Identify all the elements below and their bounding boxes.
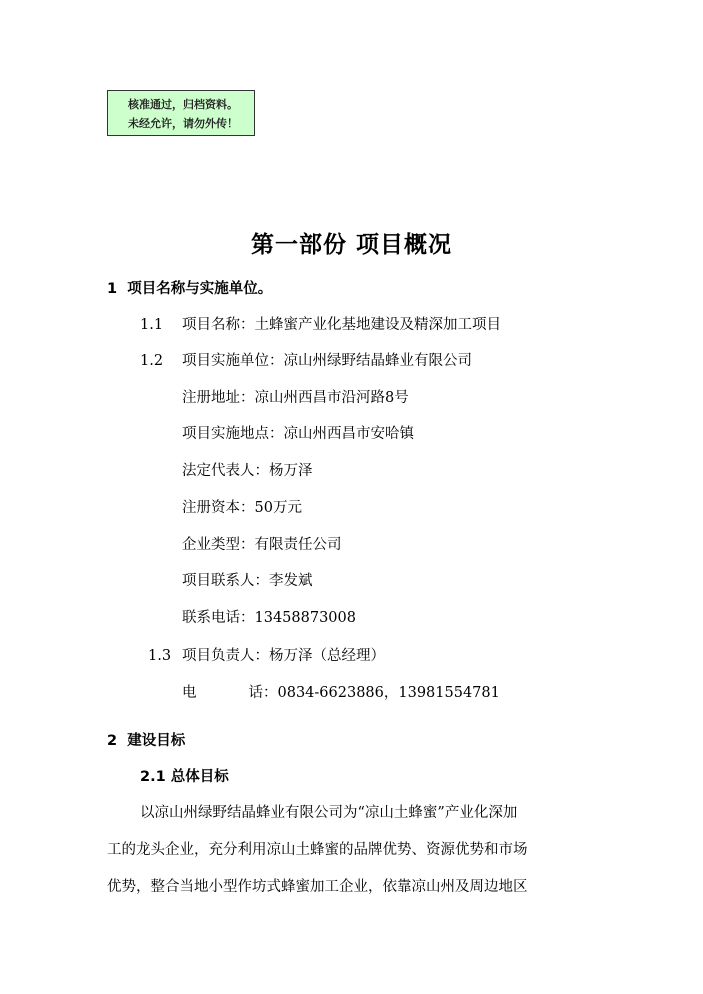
subsection-2-1-heading — [140, 767, 229, 787]
paragraph-line-3: 优势，整合当地小型作坊式蜂蜜加工企业，依靠凉山州及周边地区 — [107, 879, 528, 895]
item-1-1-text: 项目名称：土蜂蜜产业化基地建设及精深加工项目 — [182, 317, 501, 333]
detail-project-site: 项目实施地点：凉山州西昌市安哈镇 — [182, 426, 414, 442]
item-1-3 — [148, 646, 385, 666]
detail-contact-phone: 联系电话：13458873008 — [182, 610, 356, 626]
item-1-2-number: 1.2 — [140, 353, 164, 369]
detail-legal-representative: 法定代表人：杨万泽 — [182, 463, 313, 479]
section-1-title: 项目名称与实施单位。 — [127, 281, 273, 297]
subsection-2-1-number: 2.1 — [140, 769, 166, 785]
subsection-2-1-title: 总体目标 — [170, 769, 229, 785]
phone-label-part-2: 话： — [248, 685, 278, 701]
detail-project-contact: 项目联系人：李发斌 — [182, 573, 313, 589]
section-2-number: 2 — [107, 733, 118, 749]
detail-registered-address: 注册地址：凉山州西昌市沿河路8号 — [182, 390, 409, 406]
detail-company-type: 企业类型：有限责任公司 — [182, 537, 342, 553]
item-1-2 — [140, 351, 472, 371]
item-1-3-text: 项目负责人：杨万泽（总经理） — [182, 648, 385, 664]
section-2-title: 建设目标 — [127, 733, 186, 749]
responsible-person-phone — [182, 683, 500, 703]
item-1-3-number: 1.3 — [148, 648, 172, 664]
section-1-heading — [107, 279, 272, 299]
stamp-line-2: 未经允许，请勿外传！ — [128, 117, 238, 130]
paragraph-line-1: 以凉山州绿野结晶蜂业有限公司为“凉山土蜂蜜”产业化深加 — [140, 805, 518, 821]
item-1-2-text: 项目实施单位：凉山州绿野结晶蜂业有限公司 — [182, 353, 472, 369]
phone-label-part-1: 电 — [182, 685, 197, 701]
item-1-1 — [140, 315, 501, 335]
section-1-number: 1 — [107, 281, 118, 297]
phone-value: 0834-6623886，13981554781 — [277, 685, 500, 701]
paragraph-line-2: 工的龙头企业，充分利用凉山土蜂蜜的品牌优势、资源优势和市场 — [107, 842, 528, 858]
page-title: 第一部份 项目概况 — [250, 232, 452, 258]
item-1-1-number: 1.1 — [140, 317, 164, 333]
detail-registered-capital: 注册资本：50万元 — [182, 500, 302, 516]
approval-stamp — [107, 90, 255, 136]
section-2-heading — [107, 731, 185, 751]
stamp-line-1: 核准通过，归档资料。 — [128, 98, 238, 111]
